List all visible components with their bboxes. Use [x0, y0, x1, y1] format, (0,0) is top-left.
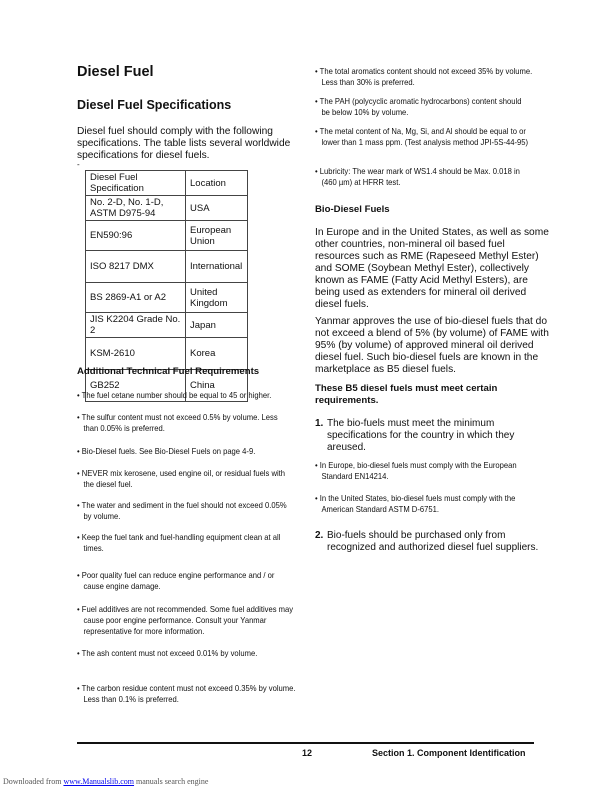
text-line: lower than 1 mass ppm. (Test analysis method JPI-5S-44-95) — [321, 137, 529, 147]
bullet-item — [315, 96, 545, 118]
bullet-item — [77, 604, 307, 637]
text-line: Bio-fuels should be purchased only from — [327, 530, 506, 541]
location-cell: International — [186, 251, 248, 283]
text-line: resources such as RME (Rapeseed Methyl Ester) — [315, 251, 539, 262]
additional-heading: Additional Technical Fuel Requirements — [77, 366, 260, 377]
text-line: known as FAME (Fatty Acid Methyl Esters), are — [315, 275, 528, 286]
text-line: Diesel fuel should comply with the following — [77, 126, 273, 137]
text-line: (460 µm) at HFRR test. — [321, 177, 401, 187]
text-line: specifications for the country in which they — [327, 430, 515, 441]
item-number: 1. — [315, 418, 324, 429]
location-cell: USA — [186, 196, 248, 221]
page-title: Diesel Fuel — [77, 64, 154, 80]
manualslib-link[interactable]: www.Manualslib.com — [63, 777, 135, 786]
bullet-item — [315, 66, 545, 88]
text-line: • The carbon residue content must not exceed 0.35% by volume. — [77, 683, 296, 693]
bullet-item — [77, 532, 307, 554]
location-cell: Japan — [186, 313, 248, 338]
text-line: • The PAH (polycyclic aromatic hydrocarbons) content should — [315, 96, 522, 106]
text-line: These B5 diesel fuels must meet certain — [315, 383, 498, 394]
text-line: specifications for diesel fuels. — [77, 150, 210, 161]
text-line: areused. — [327, 442, 366, 453]
text-line: The bio-fuels must meet the minimum — [327, 418, 495, 429]
text-line: • The total aromatics content should not exceed 35% by volume. — [315, 66, 533, 76]
text-line: • NEVER mix kerosene, used engine oil, or residual fuels with — [77, 468, 286, 478]
spec-cell: KSM-2610 — [86, 338, 186, 370]
text-line: representative for more information. — [83, 626, 205, 636]
table-row — [86, 313, 248, 338]
location-cell: Korea — [186, 338, 248, 370]
text-line: • In the United States, bio-diesel fuels must comply with the — [315, 493, 516, 503]
location-cell: United Kingdom — [186, 283, 248, 313]
text-line: • The sulfur content must not exceed 0.5% by volume. Less — [77, 412, 278, 422]
page-number: 12 — [302, 748, 313, 758]
table-row — [86, 338, 248, 370]
text-line: • The metal content of Na, Mg, Si, and Al should be equal to or — [315, 126, 526, 136]
table-header-row — [86, 171, 248, 196]
bullet-item — [315, 493, 545, 515]
text-line: • Keep the fuel tank and fuel-handling equipment clean at all — [77, 532, 281, 542]
section-heading: Diesel Fuel Specifications — [77, 98, 232, 112]
text-line: Less than 0.1% is preferred. — [83, 694, 179, 704]
text-line: by volume. — [83, 511, 121, 521]
bio-paragraph-1 — [315, 227, 549, 311]
text-line: • Poor quality fuel can reduce engine performance and / or — [77, 570, 275, 580]
bullet-item — [77, 648, 307, 659]
dash: - — [77, 160, 80, 169]
text-line: recognized and authorized diesel fuel suppliers. — [327, 542, 539, 553]
text-line: • Fuel additives are not recommended. Some fuel additives may — [77, 604, 294, 614]
spec-cell: EN590:96 — [86, 221, 186, 251]
text-line: • Lubricity: The wear mark of WS1.4 should be Max. 0.018 in — [315, 166, 520, 176]
spec-cell: Diesel Fuel Specification — [86, 171, 186, 196]
spec-cell: BS 2869-A1 or A2 — [86, 283, 186, 313]
text-line: requirements. — [315, 395, 379, 406]
bio-heading: Bio-Diesel Fuels — [315, 204, 390, 215]
bullet-item — [77, 683, 307, 705]
bullet-item — [77, 468, 307, 490]
numbered-item-1 — [315, 418, 514, 454]
text-line: • In Europe, bio-diesel fuels must comply with the European — [315, 460, 517, 470]
download-prefix: Downloaded from — [3, 777, 64, 786]
text-line: being used as extenders for mineral oil derived — [315, 287, 527, 298]
text-line: American Standard ASTM D-6751. — [321, 504, 439, 514]
text-line: Less than 30% is preferred. — [321, 77, 415, 87]
text-line: Yanmar approves the use of bio-diesel fuels that do — [315, 316, 547, 327]
spec-cell: No. 2-D, No. 1-D, ASTM D975-94 — [86, 196, 186, 221]
bullet-item — [77, 500, 307, 522]
table-row — [86, 196, 248, 221]
text-line: 95% (by volume) of approved mineral oil derived — [315, 340, 534, 351]
intro-paragraph — [77, 126, 290, 162]
numbered-item-2 — [315, 530, 538, 554]
bullet-item — [77, 570, 307, 592]
text-line: Standard EN14214. — [321, 471, 389, 481]
location-cell: China — [186, 370, 248, 402]
text-line: cause engine damage. — [83, 581, 161, 591]
item-number: 2. — [315, 530, 324, 541]
spec-cell: JIS K2204 Grade No. 2 — [86, 313, 186, 338]
bullet-item — [315, 460, 545, 482]
text-line: • The water and sediment in the fuel should not exceed 0.05% — [77, 500, 287, 510]
bullet-item — [77, 446, 307, 457]
text-line: diesel fuel. Such bio-diesel fuels are known in the — [315, 352, 539, 363]
table-row — [86, 221, 248, 251]
bullet-item — [77, 390, 307, 401]
spec-cell: ISO 8217 DMX — [86, 251, 186, 283]
text-line: cause poor engine performance. Consult your Yanmar — [83, 615, 267, 625]
text-line: the diesel fuel. — [83, 479, 133, 489]
text-line: In Europe and in the United States, as well as some — [315, 227, 549, 238]
text-line: times. — [83, 543, 104, 553]
text-line: • The ash content must not exceed 0.01% by volume. — [77, 648, 258, 658]
text-line: not exceed a blend of 5% (by volume) of FAME with — [315, 328, 549, 339]
text-line: and SOME (Soybean Methyl Ester), collectively — [315, 263, 530, 274]
spec-cell: GB252 — [86, 370, 186, 402]
download-suffix: manuals search engine — [134, 777, 209, 786]
text-line: • Bio-Diesel fuels. See Bio-Diesel Fuels on page 4-9. — [77, 446, 256, 456]
location-cell: European Union — [186, 221, 248, 251]
text-line: • The fuel cetane number should be equal to 45 or higher. — [77, 390, 272, 400]
text-line: marketplace as B5 diesel fuels. — [315, 364, 456, 375]
bullet-item — [77, 412, 307, 434]
bullet-item — [315, 166, 545, 188]
text-line: specifications. The table lists several worldwide — [77, 138, 291, 149]
section-title: Section 1. Component Identification — [372, 748, 526, 758]
bullet-item — [315, 126, 545, 148]
table-row — [86, 283, 248, 313]
bio-paragraph-2 — [315, 316, 549, 376]
table-row — [86, 251, 248, 283]
text-line: than 0.05% is preferred. — [83, 423, 165, 433]
footer-rule — [77, 742, 534, 744]
text-line: other countries, non-mineral oil based fuel — [315, 239, 505, 250]
text-line: diesel fuels. — [315, 299, 369, 310]
location-cell: Location — [186, 171, 248, 196]
b5-heading — [315, 383, 497, 407]
download-notice — [3, 777, 208, 786]
text-line: be below 10% by volume. — [321, 107, 409, 117]
